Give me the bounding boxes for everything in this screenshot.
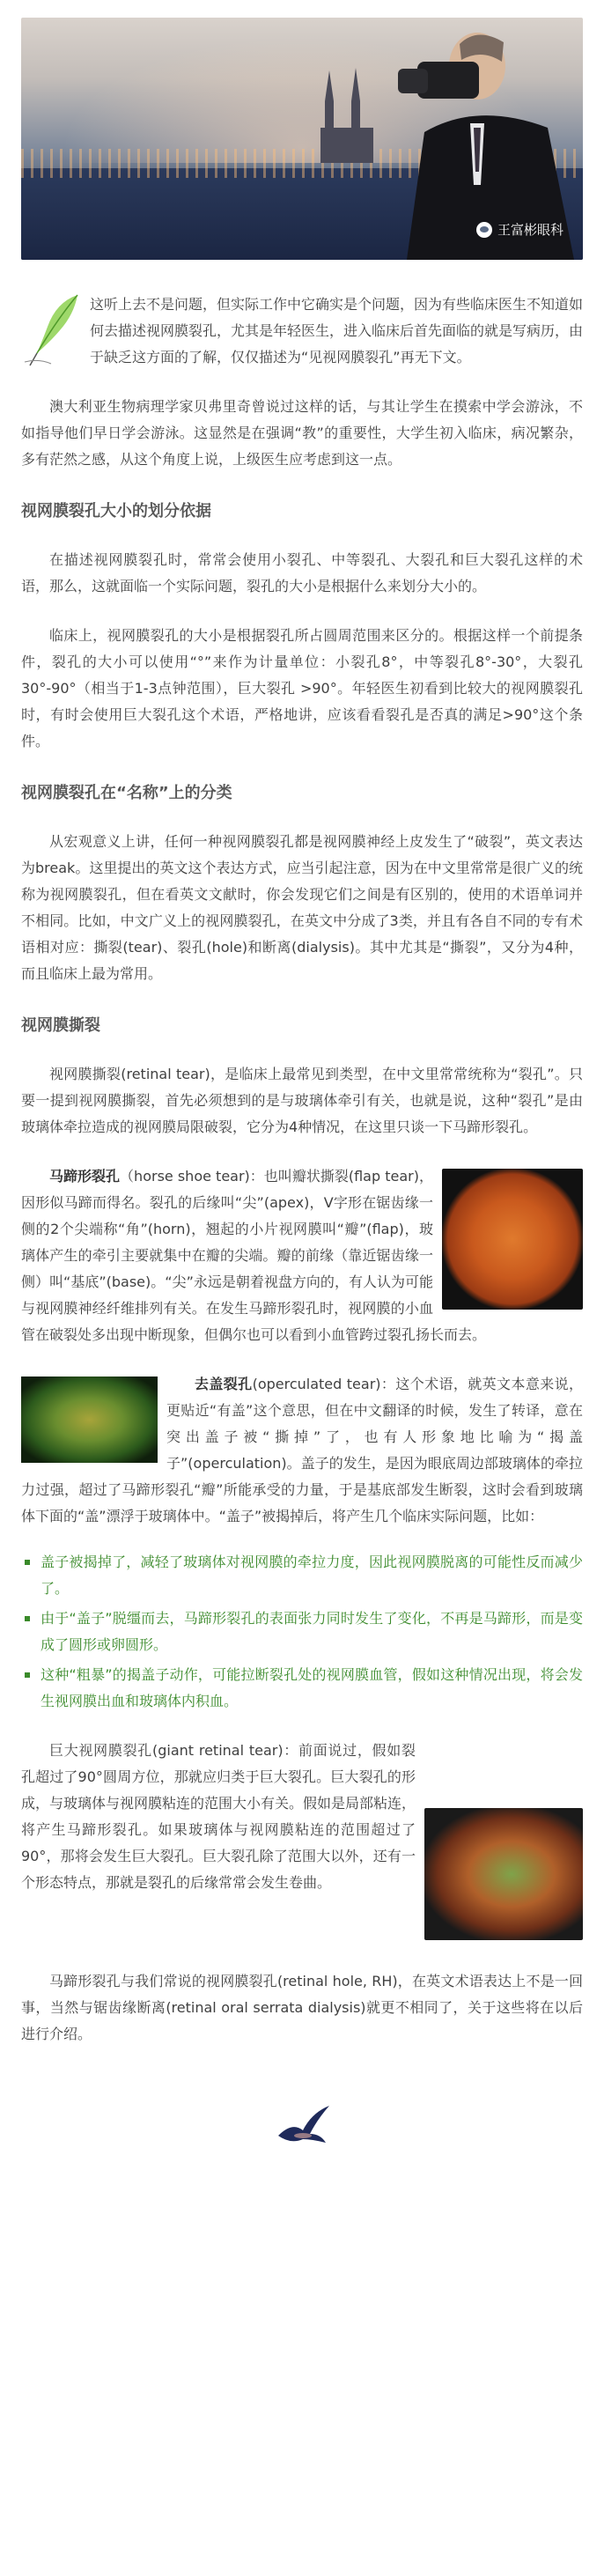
paragraph-size-terms: 在描述视网膜裂孔时，常常会使用小裂孔、中等裂孔、大裂孔和巨大裂孔这样的术语，那么，这就面临一个实际问题，裂孔的大小是根据什么来划分大小的。 (21, 551, 583, 594)
paragraph-closing: 马蹄形裂孔与我们常说的视网膜裂孔(retinal hole, RH)，在英文术语表达上不是一回事，当然与锯齿缘断离(retinal oral serrata dialysis)就更不相同了，关于这些将在以后进行介绍。 (21, 1973, 583, 2042)
paragraph-retinal-tear: 视网膜撕裂(retinal tear)，是临床上最常见到类型，在中文里常常统称为“裂孔”。只要一提到视网膜撕裂，首先必须想到的是与玻璃体牵引有关，也就是说，这种“裂孔”是由玻璃体牵拉造成的视网膜局限破裂，它分为4种情况，在这里只谈一下马蹄形裂孔。 (21, 1066, 583, 1135)
wechat-logo-icon (476, 222, 492, 238)
heading-retinal-tear: 视网膜撕裂 (21, 1016, 100, 1035)
term-operculated: 去盖裂孔 (195, 1376, 253, 1392)
horseshoe-section (21, 1163, 583, 1348)
heading-size-criteria: 视网膜裂孔大小的划分依据 (21, 502, 211, 520)
intro-section (21, 292, 583, 371)
paragraph-horseshoe: 马蹄形裂孔（horse shoe tear)：也叫瓣状撕裂(flap tear)，因形似马蹄而得名。裂孔的后缘叫“尖”(apex)，V字形在锯齿缘一侧的2个尖端称“角”(horn)，翘起的小片视网膜叫“瓣”(flap)，玻璃体产生的牵引主要就集中在瓣的尖端。瓣的前缘（靠近锯齿缘一侧）叫“基底”(base)。“尖”永远是朝着视盘方向的，有人认为可能与视网膜神经纤维排列有关。在发生马蹄形裂孔时，视网膜的小血管在破裂处多出现中断现象，但偶尔也可以看到小血管跨过裂孔扬长而去。 (21, 1168, 487, 1343)
feather-pen-icon (21, 292, 85, 369)
paragraph-intro: 这听上去不是问题，但实际工作中它确实是个问题，因为有些临床医生不知道如何去描述视网膜裂孔，尤其是年轻医生，进入临床后首先面临的就是写病历，由于缺乏这方面的了解，仅仅描述为“见视网膜裂孔”再无下文。 (90, 296, 584, 365)
heading-name-classification: 视网膜裂孔在“名称”上的分类 (21, 784, 232, 802)
fundus-photo-giant-tear (424, 1808, 583, 1940)
paragraph-operculated: 去盖裂孔(operculated tear)：这个术语，就英文本意来说，更贴近“有盖”这个意思，但在中文翻译的时候，发生了转译，意在突出盖子被“撕掉”了，也有人形象地比喻为“揭盖子”(operculation)。盖子的发生，是因为眼底周边部玻璃体的牵拉力过强，超过了马蹄形裂孔“瓣”所能承受的力量，于是基底部发生断裂，这时会看到玻璃体下面的“盖”漂浮于玻璃体中。“盖子”被揭掉后，将产生几个临床实际问题，比如： (21, 1376, 583, 1524)
paragraph-beveridge: 澳大利亚生物病理学家贝弗里奇曾说过这样的话，与其让学生在摸索中学会游泳，不如指导他们早日学会游泳。这显然是在强调“教”的重要性，大学生初入临床，病况繁杂，多有茫然之感，从这个角度上说，上级医生应考虑到这一点。 (21, 398, 583, 468)
hero-watermark: 王富彬眼科 (476, 220, 563, 239)
list-item: 这种“粗暴”的揭盖子动作，可能拉断裂孔处的视网膜血管，假如这种情况出现，将会发生视网膜出血和玻璃体内积血。 (21, 1662, 583, 1715)
giant-tear-section (21, 1738, 583, 1945)
term-horseshoe: 马蹄形裂孔 (49, 1168, 121, 1185)
operculated-section (21, 1371, 583, 1530)
swallow-bird-icon (271, 2100, 333, 2150)
list-item: 盖子被揭掉了，减轻了玻璃体对视网膜的牵拉力度，因此视网膜脱离的可能性反而减少了。 (21, 1549, 583, 1602)
list-item: 由于“盖子”脱缰而去，马蹄形裂孔的表面张力同时发生了变化，不再是马蹄形，而是变成了圆形或卵圆形。 (21, 1605, 583, 1658)
fundus-photo-operculated (21, 1377, 158, 1463)
paragraph-size-degrees: 临床上，视网膜裂孔的大小是根据裂孔所占圆周范围来区分的。根据这样一个前提条件，裂孔的大小可以使用“°”来作为计量单位：小裂孔8°，中等裂孔8°-30°，大裂孔30°-90°（相当于1-3点钟范围），巨大裂孔 >90°。年轻医生初看到比较大的视网膜裂孔时，有时会使用巨大裂孔这个术语，严格地讲，应该看看裂孔是否真的满足>90°这个条件。 (21, 627, 583, 749)
hero-image (21, 18, 583, 260)
paragraph-giant-tear: 巨大视网膜裂孔(giant retinal tear)：前面说过，假如裂孔超过了90°圆周方位，那就应归类于巨大裂孔。巨大裂孔的形成，与玻璃体与视网膜粘连的范围大小有关。假如是局部粘连，将产生马蹄形裂孔。如果玻璃体与视网膜粘连的范围超过了90°，那将会发生巨大裂孔。巨大裂孔除了范围大以外，还有一个形态特点，那就是裂孔的后缘常常会发生卷曲。 (21, 1742, 416, 1891)
fundus-photo-horseshoe (442, 1169, 583, 1310)
paragraph-break-types: 从宏观意义上讲，任何一种视网膜裂孔都是视网膜神经上皮发生了“破裂”，英文表达为break。这里提出的英文这个表达方式，应当引起注意，因为在中文里常常是很广义的统称为视网膜裂孔，但在看英文文献时，你会发现它们之间是有区别的，使用的术语单词并不相同。比如，中文广义上的视网膜裂孔，在英文中分成了3类，并且有各自不同的专有术语相对应：撕裂(tear)、裂孔(hole)和断离(dialysis)。其中尤其是“撕裂”，又分为4种，而且临床上最为常用。 (21, 833, 583, 982)
operculated-consequences-list (21, 1549, 583, 1715)
